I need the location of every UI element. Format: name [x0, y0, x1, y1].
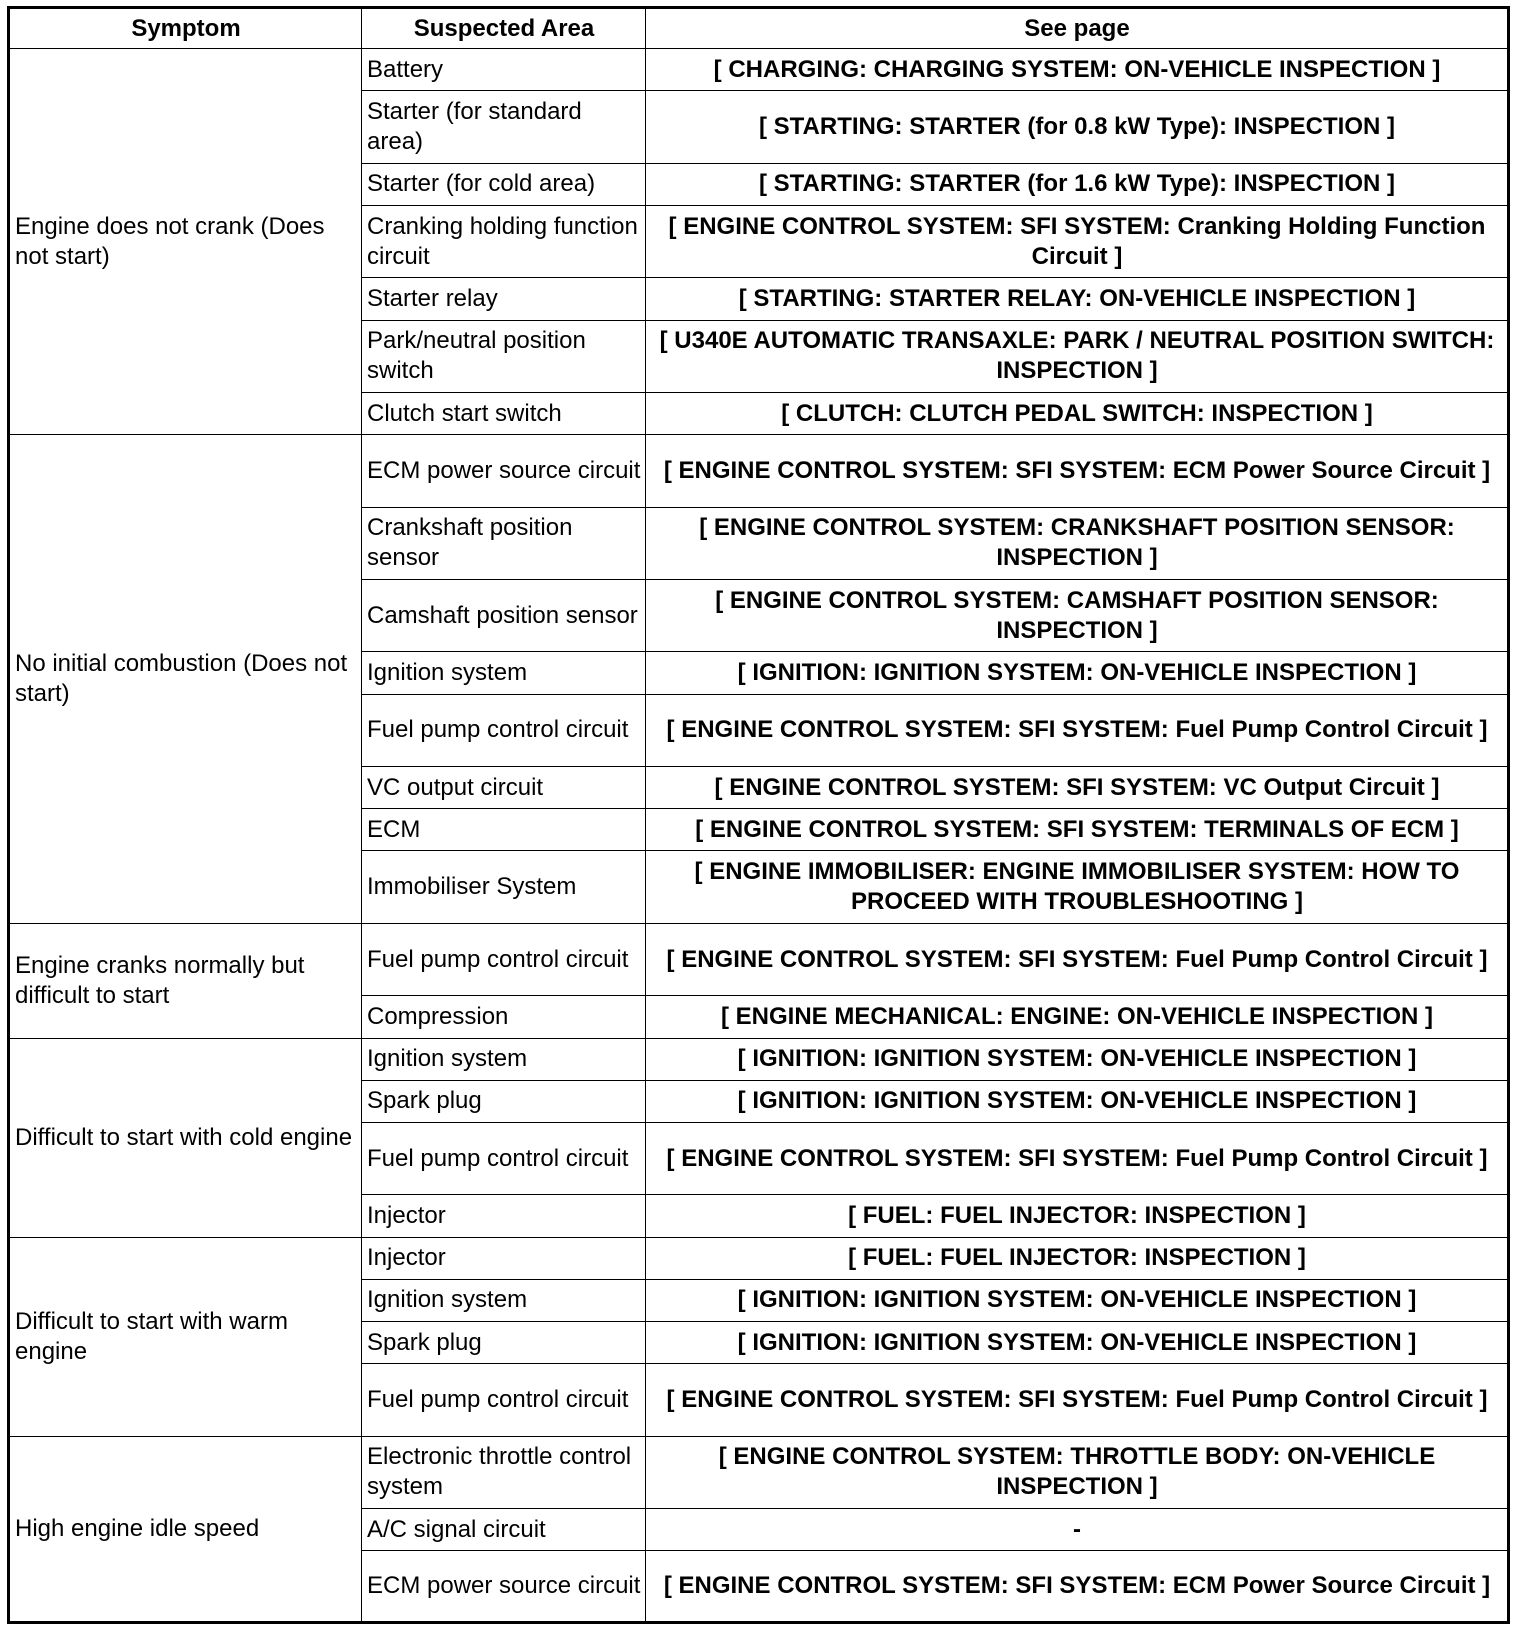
suspected-area-cell: Electronic throttle control system — [362, 1436, 646, 1508]
suspected-area-cell: Battery — [362, 49, 646, 91]
see-page-link[interactable]: [ CLUTCH: CLUTCH PEDAL SWITCH: INSPECTION ] — [646, 392, 1509, 434]
see-page-link[interactable]: [ IGNITION: IGNITION SYSTEM: ON-VEHICLE INSPECTION ] — [646, 1080, 1509, 1122]
see-page-link[interactable]: [ ENGINE IMMOBILISER: ENGINE IMMOBILISER SYSTEM: HOW TO PROCEED WITH TROUBLESHOOTING ] — [646, 851, 1509, 923]
suspected-area-cell: Spark plug — [362, 1322, 646, 1364]
suspected-area-cell: ECM power source circuit — [362, 1551, 646, 1623]
suspected-area-cell: Cranking holding function circuit — [362, 205, 646, 277]
symptom-cell: Difficult to start with cold engine — [9, 1038, 362, 1237]
see-page-link[interactable]: [ FUEL: FUEL INJECTOR: INSPECTION ] — [646, 1195, 1509, 1237]
suspected-area-cell: Clutch start switch — [362, 392, 646, 434]
suspected-area-cell: Starter (for cold area) — [362, 163, 646, 205]
symptom-cell: Engine cranks normally but difficult to start — [9, 923, 362, 1038]
table-row — [9, 435, 1509, 507]
see-page-link[interactable]: [ STARTING: STARTER (for 1.6 kW Type): INSPECTION ] — [646, 163, 1509, 205]
see-page-link[interactable]: [ CHARGING: CHARGING SYSTEM: ON-VEHICLE INSPECTION ] — [646, 49, 1509, 91]
see-page-link[interactable]: [ IGNITION: IGNITION SYSTEM: ON-VEHICLE INSPECTION ] — [646, 1279, 1509, 1321]
suspected-area-cell: Injector — [362, 1195, 646, 1237]
troubleshooting-table — [7, 6, 1510, 1624]
see-page-link[interactable]: [ ENGINE CONTROL SYSTEM: THROTTLE BODY: ON-VEHICLE INSPECTION ] — [646, 1436, 1509, 1508]
suspected-area-cell: Ignition system — [362, 1038, 646, 1080]
see-page-link[interactable]: [ ENGINE MECHANICAL: ENGINE: ON-VEHICLE INSPECTION ] — [646, 996, 1509, 1038]
table-row — [9, 1038, 1509, 1080]
header-row — [9, 8, 1509, 49]
see-page-link[interactable]: [ ENGINE CONTROL SYSTEM: SFI SYSTEM: Fuel Pump Control Circuit ] — [646, 694, 1509, 766]
suspected-area-cell: Ignition system — [362, 1279, 646, 1321]
suspected-area-cell: Fuel pump control circuit — [362, 1123, 646, 1195]
suspected-area-cell: Compression — [362, 996, 646, 1038]
symptom-cell: Engine does not crank (Does not start) — [9, 49, 362, 435]
suspected-area-cell: Injector — [362, 1237, 646, 1279]
suspected-area-cell: Starter relay — [362, 278, 646, 320]
see-page-link[interactable]: [ FUEL: FUEL INJECTOR: INSPECTION ] — [646, 1237, 1509, 1279]
suspected-area-cell: Spark plug — [362, 1080, 646, 1122]
suspected-area-cell: ECM — [362, 809, 646, 851]
see-page-link[interactable]: [ ENGINE CONTROL SYSTEM: SFI SYSTEM: ECM Power Source Circuit ] — [646, 1551, 1509, 1623]
symptom-cell: High engine idle speed — [9, 1436, 362, 1622]
see-page-link[interactable]: [ U340E AUTOMATIC TRANSAXLE: PARK / NEUTRAL POSITION SWITCH: INSPECTION ] — [646, 320, 1509, 392]
see-page-link[interactable]: [ ENGINE CONTROL SYSTEM: SFI SYSTEM: Fuel Pump Control Circuit ] — [646, 923, 1509, 995]
header-suspected-area: Suspected Area — [362, 8, 646, 49]
see-page-link[interactable]: [ IGNITION: IGNITION SYSTEM: ON-VEHICLE INSPECTION ] — [646, 1038, 1509, 1080]
table-row — [9, 49, 1509, 91]
table-row — [9, 1237, 1509, 1279]
suspected-area-cell: VC output circuit — [362, 767, 646, 809]
see-page-link[interactable]: [ ENGINE CONTROL SYSTEM: SFI SYSTEM: TERMINALS OF ECM ] — [646, 809, 1509, 851]
see-page-link[interactable]: [ IGNITION: IGNITION SYSTEM: ON-VEHICLE INSPECTION ] — [646, 652, 1509, 694]
suspected-area-cell: A/C signal circuit — [362, 1509, 646, 1551]
symptom-cell: Difficult to start with warm engine — [9, 1237, 362, 1436]
suspected-area-cell: ECM power source circuit — [362, 435, 646, 507]
see-page-link[interactable]: [ IGNITION: IGNITION SYSTEM: ON-VEHICLE INSPECTION ] — [646, 1322, 1509, 1364]
see-page-cell: - — [646, 1509, 1509, 1551]
see-page-link[interactable]: [ STARTING: STARTER RELAY: ON-VEHICLE INSPECTION ] — [646, 278, 1509, 320]
see-page-link[interactable]: [ ENGINE CONTROL SYSTEM: SFI SYSTEM: Cranking Holding Function Circuit ] — [646, 205, 1509, 277]
see-page-link[interactable]: [ ENGINE CONTROL SYSTEM: SFI SYSTEM: VC Output Circuit ] — [646, 767, 1509, 809]
suspected-area-cell: Fuel pump control circuit — [362, 923, 646, 995]
suspected-area-cell: Camshaft position sensor — [362, 579, 646, 651]
suspected-area-cell: Fuel pump control circuit — [362, 1364, 646, 1436]
suspected-area-cell: Immobiliser System — [362, 851, 646, 923]
table-row — [9, 1436, 1509, 1508]
symptom-cell: No initial combustion (Does not start) — [9, 435, 362, 924]
suspected-area-cell: Crankshaft position sensor — [362, 507, 646, 579]
see-page-link[interactable]: [ ENGINE CONTROL SYSTEM: SFI SYSTEM: Fuel Pump Control Circuit ] — [646, 1364, 1509, 1436]
suspected-area-cell: Park/neutral position switch — [362, 320, 646, 392]
suspected-area-cell: Fuel pump control circuit — [362, 694, 646, 766]
table-row — [9, 923, 1509, 995]
header-symptom: Symptom — [9, 8, 362, 49]
see-page-link[interactable]: [ ENGINE CONTROL SYSTEM: SFI SYSTEM: ECM Power Source Circuit ] — [646, 435, 1509, 507]
see-page-link[interactable]: [ STARTING: STARTER (for 0.8 kW Type): INSPECTION ] — [646, 91, 1509, 163]
suspected-area-cell: Starter (for standard area) — [362, 91, 646, 163]
header-see-page: See page — [646, 8, 1509, 49]
see-page-link[interactable]: [ ENGINE CONTROL SYSTEM: CAMSHAFT POSITION SENSOR: INSPECTION ] — [646, 579, 1509, 651]
see-page-link[interactable]: [ ENGINE CONTROL SYSTEM: SFI SYSTEM: Fuel Pump Control Circuit ] — [646, 1123, 1509, 1195]
see-page-link[interactable]: [ ENGINE CONTROL SYSTEM: CRANKSHAFT POSITION SENSOR: INSPECTION ] — [646, 507, 1509, 579]
suspected-area-cell: Ignition system — [362, 652, 646, 694]
